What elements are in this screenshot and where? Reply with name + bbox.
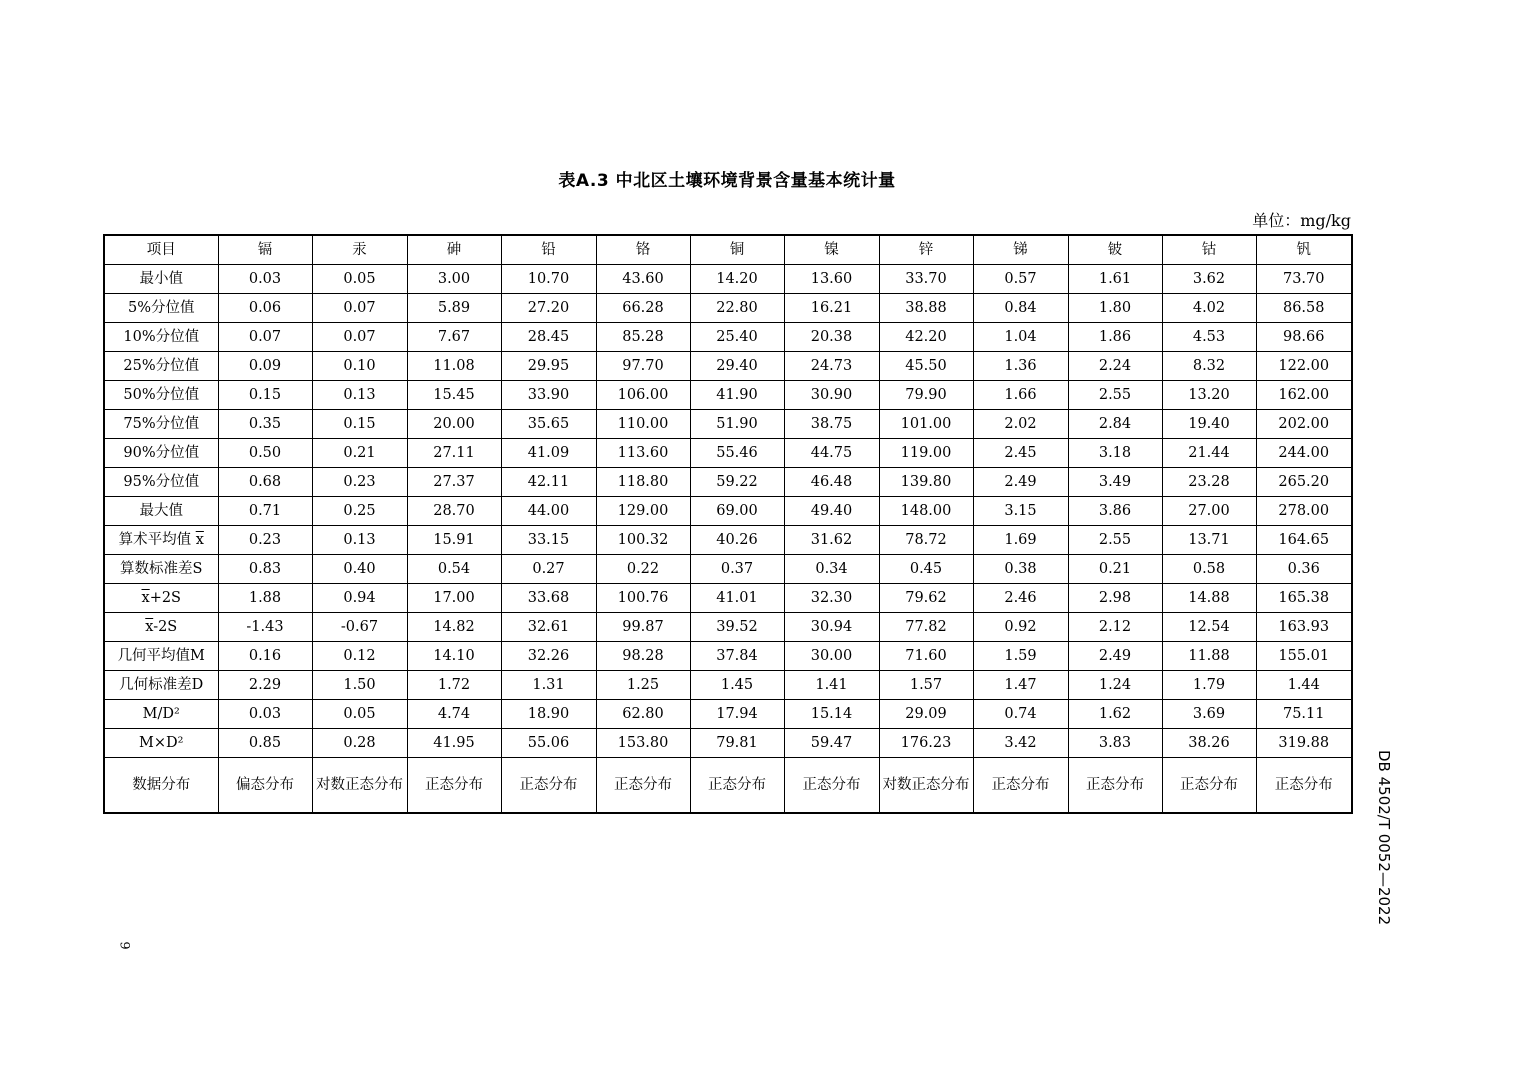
- table-row: [104, 671, 1352, 700]
- table-cell: 79.90: [879, 381, 973, 410]
- table-cell: 1.47: [973, 671, 1068, 700]
- table-cell: 27.00: [1162, 497, 1256, 526]
- table-cell: 75.11: [1256, 700, 1352, 729]
- row-label: 10%分位值: [104, 323, 218, 352]
- table-cell: 0.34: [784, 555, 879, 584]
- table-cell: 77.82: [879, 613, 973, 642]
- table-cell: 1.79: [1162, 671, 1256, 700]
- table-cell: 25.40: [690, 323, 784, 352]
- table-cell: 13.20: [1162, 381, 1256, 410]
- row-label: 75%分位值: [104, 410, 218, 439]
- table-cell: 正态分布: [690, 758, 784, 814]
- table-cell: 正态分布: [501, 758, 596, 814]
- table-cell: 正态分布: [596, 758, 690, 814]
- table-cell: 2.45: [973, 439, 1068, 468]
- table-cell: 2.84: [1068, 410, 1162, 439]
- table-cell: 139.80: [879, 468, 973, 497]
- table-cell: 59.47: [784, 729, 879, 758]
- table-cell: 100.76: [596, 584, 690, 613]
- table-cell: -1.43: [218, 613, 312, 642]
- table-cell: 33.90: [501, 381, 596, 410]
- table-cell: 100.32: [596, 526, 690, 555]
- table-cell: 148.00: [879, 497, 973, 526]
- table-cell: 33.15: [501, 526, 596, 555]
- row-label: $\overline{x}-2S$: [104, 613, 218, 642]
- table-cell: 0.57: [973, 265, 1068, 294]
- table-cell: 2.49: [1068, 642, 1162, 671]
- page-number: 9: [116, 941, 132, 950]
- table-title: 表A.3 中北区土壤环境背景含量基本统计量: [558, 171, 896, 191]
- row-label: 最大值: [104, 497, 218, 526]
- table-cell: 122.00: [1256, 352, 1352, 381]
- table-cell: 2.46: [973, 584, 1068, 613]
- table-cell: 41.95: [407, 729, 501, 758]
- table-row: [104, 613, 1352, 642]
- table-cell: 28.70: [407, 497, 501, 526]
- table-cell: 163.93: [1256, 613, 1352, 642]
- table-cell: 265.20: [1256, 468, 1352, 497]
- table-cell: 2.29: [218, 671, 312, 700]
- column-header: 铅: [501, 235, 596, 265]
- table-cell: 3.18: [1068, 439, 1162, 468]
- table-cell: 7.67: [407, 323, 501, 352]
- table-cell: 0.13: [312, 381, 407, 410]
- table-cell: 244.00: [1256, 439, 1352, 468]
- table-cell: 27.11: [407, 439, 501, 468]
- table-cell: 2.12: [1068, 613, 1162, 642]
- table-cell: 51.90: [690, 410, 784, 439]
- table-cell: 0.25: [312, 497, 407, 526]
- table-row: [104, 323, 1352, 352]
- table-cell: 0.22: [596, 555, 690, 584]
- table-cell: 29.95: [501, 352, 596, 381]
- table-cell: 29.40: [690, 352, 784, 381]
- row-label: 数据分布: [104, 758, 218, 814]
- table-cell: 1.25: [596, 671, 690, 700]
- table-cell: 0.71: [218, 497, 312, 526]
- table-cell: 66.28: [596, 294, 690, 323]
- table-cell: 119.00: [879, 439, 973, 468]
- table-row: [104, 439, 1352, 468]
- table-row: [104, 410, 1352, 439]
- table-cell: 23.28: [1162, 468, 1256, 497]
- table-row: [104, 497, 1352, 526]
- table-cell: 0.35: [218, 410, 312, 439]
- table-cell: 5.89: [407, 294, 501, 323]
- row-label: 最小值: [104, 265, 218, 294]
- table-cell: 0.15: [218, 381, 312, 410]
- table-cell: 正态分布: [1256, 758, 1352, 814]
- table-row: [104, 700, 1352, 729]
- table-cell: 98.28: [596, 642, 690, 671]
- table-cell: 0.07: [312, 294, 407, 323]
- row-label: M×D²: [104, 729, 218, 758]
- table-cell: 21.44: [1162, 439, 1256, 468]
- table-cell: 0.38: [973, 555, 1068, 584]
- column-header: 镉: [218, 235, 312, 265]
- table-cell: 27.20: [501, 294, 596, 323]
- table-row: [104, 352, 1352, 381]
- table-cell: 46.48: [784, 468, 879, 497]
- table-cell: 14.20: [690, 265, 784, 294]
- table-cell: 0.21: [1068, 555, 1162, 584]
- table-cell: 0.06: [218, 294, 312, 323]
- table-cell: 31.62: [784, 526, 879, 555]
- table-cell: 11.08: [407, 352, 501, 381]
- table-cell: 偏态分布: [218, 758, 312, 814]
- table-row: [104, 758, 1352, 814]
- unit-label: 单位：mg/kg: [1252, 211, 1351, 230]
- table-cell: 59.22: [690, 468, 784, 497]
- column-header: 钒: [1256, 235, 1352, 265]
- row-label: 95%分位值: [104, 468, 218, 497]
- table-cell: 118.80: [596, 468, 690, 497]
- table-cell: 20.00: [407, 410, 501, 439]
- table-cell: 0.40: [312, 555, 407, 584]
- table-cell: 165.38: [1256, 584, 1352, 613]
- table-cell: 33.68: [501, 584, 596, 613]
- table-cell: 113.60: [596, 439, 690, 468]
- table-row: [104, 526, 1352, 555]
- table-cell: 13.60: [784, 265, 879, 294]
- table-cell: 1.80: [1068, 294, 1162, 323]
- column-header: 锑: [973, 235, 1068, 265]
- table-cell: 71.60: [879, 642, 973, 671]
- table-cell: 0.28: [312, 729, 407, 758]
- table-cell: 0.84: [973, 294, 1068, 323]
- table-cell: 30.94: [784, 613, 879, 642]
- table-cell: 32.61: [501, 613, 596, 642]
- table-cell: 17.00: [407, 584, 501, 613]
- table-cell: 2.55: [1068, 381, 1162, 410]
- table-cell: 55.06: [501, 729, 596, 758]
- table-cell: 对数正态分布: [879, 758, 973, 814]
- row-label: 几何标准差D: [104, 671, 218, 700]
- table-cell: 10.70: [501, 265, 596, 294]
- table-cell: 4.02: [1162, 294, 1256, 323]
- table-cell: 2.55: [1068, 526, 1162, 555]
- table-cell: 0.21: [312, 439, 407, 468]
- table-cell: 1.36: [973, 352, 1068, 381]
- table-cell: 73.70: [1256, 265, 1352, 294]
- table-cell: 319.88: [1256, 729, 1352, 758]
- table-cell: 202.00: [1256, 410, 1352, 439]
- table-cell: 15.14: [784, 700, 879, 729]
- table-cell: 0.07: [312, 323, 407, 352]
- table-cell: 17.94: [690, 700, 784, 729]
- table-cell: 41.09: [501, 439, 596, 468]
- column-header: 砷: [407, 235, 501, 265]
- statistics-table: [103, 234, 1353, 814]
- table-cell: 99.87: [596, 613, 690, 642]
- table-row: [104, 265, 1352, 294]
- table-cell: 0.07: [218, 323, 312, 352]
- row-label: 算数标准差S: [104, 555, 218, 584]
- table-cell: 32.26: [501, 642, 596, 671]
- table-cell: 0.09: [218, 352, 312, 381]
- column-header: 汞: [312, 235, 407, 265]
- table-cell: 41.01: [690, 584, 784, 613]
- table-cell: 153.80: [596, 729, 690, 758]
- table-cell: 13.71: [1162, 526, 1256, 555]
- row-label: 算术平均值 $\overline{x}$: [104, 526, 218, 555]
- table-row: [104, 294, 1352, 323]
- table-cell: 12.54: [1162, 613, 1256, 642]
- table-cell: 0.13: [312, 526, 407, 555]
- table-body: [104, 235, 1352, 813]
- table-cell: 0.23: [218, 526, 312, 555]
- table-cell: 49.40: [784, 497, 879, 526]
- table-cell: 4.74: [407, 700, 501, 729]
- table-cell: 1.72: [407, 671, 501, 700]
- table-cell: 3.83: [1068, 729, 1162, 758]
- table-cell: 0.23: [312, 468, 407, 497]
- table-cell: 正态分布: [407, 758, 501, 814]
- table-row: [104, 381, 1352, 410]
- table-cell: 1.41: [784, 671, 879, 700]
- table-row: [104, 584, 1352, 613]
- table-row: [104, 555, 1352, 584]
- table-cell: 14.10: [407, 642, 501, 671]
- table-cell: 106.00: [596, 381, 690, 410]
- table-cell: 16.21: [784, 294, 879, 323]
- row-label: 25%分位值: [104, 352, 218, 381]
- column-header: 镍: [784, 235, 879, 265]
- table-cell: 38.88: [879, 294, 973, 323]
- table-cell: 1.04: [973, 323, 1068, 352]
- table-cell: 1.50: [312, 671, 407, 700]
- table-row: [104, 642, 1352, 671]
- table-cell: 38.75: [784, 410, 879, 439]
- table-cell: 1.66: [973, 381, 1068, 410]
- table-cell: 40.26: [690, 526, 784, 555]
- table-cell: 2.24: [1068, 352, 1162, 381]
- table-cell: 79.81: [690, 729, 784, 758]
- row-label: 5%分位值: [104, 294, 218, 323]
- table-cell: 0.03: [218, 265, 312, 294]
- table-cell: 1.45: [690, 671, 784, 700]
- table-cell: 78.72: [879, 526, 973, 555]
- table-cell: 110.00: [596, 410, 690, 439]
- table-cell: 2.49: [973, 468, 1068, 497]
- table-cell: 22.80: [690, 294, 784, 323]
- row-label: M/D²: [104, 700, 218, 729]
- column-header: 铬: [596, 235, 690, 265]
- row-label: $\overline{x}+2S$: [104, 584, 218, 613]
- table-cell: 11.88: [1162, 642, 1256, 671]
- table-cell: 15.91: [407, 526, 501, 555]
- table-cell: 45.50: [879, 352, 973, 381]
- table-cell: 278.00: [1256, 497, 1352, 526]
- column-header: 铜: [690, 235, 784, 265]
- table-cell: 0.16: [218, 642, 312, 671]
- table-cell: 69.00: [690, 497, 784, 526]
- table-cell: 1.62: [1068, 700, 1162, 729]
- table-cell: 0.74: [973, 700, 1068, 729]
- table-cell: 0.37: [690, 555, 784, 584]
- table-cell: 98.66: [1256, 323, 1352, 352]
- table-cell: 20.38: [784, 323, 879, 352]
- table-cell: 2.98: [1068, 584, 1162, 613]
- table-cell: 0.05: [312, 265, 407, 294]
- table-cell: 44.75: [784, 439, 879, 468]
- table-cell: 37.84: [690, 642, 784, 671]
- table-cell: 2.02: [973, 410, 1068, 439]
- table-cell: 162.00: [1256, 381, 1352, 410]
- table-cell: 0.68: [218, 468, 312, 497]
- table-cell: 3.86: [1068, 497, 1162, 526]
- table-cell: 3.00: [407, 265, 501, 294]
- table-cell: 32.30: [784, 584, 879, 613]
- table-cell: 1.86: [1068, 323, 1162, 352]
- row-label: 几何平均值M: [104, 642, 218, 671]
- table-cell: 0.85: [218, 729, 312, 758]
- table-cell: 0.36: [1256, 555, 1352, 584]
- table-cell: 55.46: [690, 439, 784, 468]
- table-cell: 对数正态分布: [312, 758, 407, 814]
- table-cell: 1.88: [218, 584, 312, 613]
- table-cell: 27.37: [407, 468, 501, 497]
- table-cell: 14.82: [407, 613, 501, 642]
- table-cell: 1.69: [973, 526, 1068, 555]
- table-cell: 44.00: [501, 497, 596, 526]
- table-cell: 33.70: [879, 265, 973, 294]
- table-cell: 0.05: [312, 700, 407, 729]
- table-cell: 1.44: [1256, 671, 1352, 700]
- table-cell: 79.62: [879, 584, 973, 613]
- table-cell: 41.90: [690, 381, 784, 410]
- column-header: 钴: [1162, 235, 1256, 265]
- table-cell: 8.32: [1162, 352, 1256, 381]
- table-cell: 43.60: [596, 265, 690, 294]
- table-cell: 38.26: [1162, 729, 1256, 758]
- column-header: 铍: [1068, 235, 1162, 265]
- table-cell: 164.65: [1256, 526, 1352, 555]
- table-cell: 129.00: [596, 497, 690, 526]
- table-cell: 正态分布: [973, 758, 1068, 814]
- table-cell: 0.10: [312, 352, 407, 381]
- table-cell: 0.27: [501, 555, 596, 584]
- table-cell: 1.59: [973, 642, 1068, 671]
- row-label: 50%分位值: [104, 381, 218, 410]
- table-cell: 35.65: [501, 410, 596, 439]
- table-cell: 3.49: [1068, 468, 1162, 497]
- table-cell: 155.01: [1256, 642, 1352, 671]
- table-cell: 0.83: [218, 555, 312, 584]
- table-cell: 0.54: [407, 555, 501, 584]
- table-cell: 28.45: [501, 323, 596, 352]
- table-cell: 正态分布: [1068, 758, 1162, 814]
- table-cell: 0.50: [218, 439, 312, 468]
- table-cell: 42.20: [879, 323, 973, 352]
- table-cell: 97.70: [596, 352, 690, 381]
- row-label: 90%分位值: [104, 439, 218, 468]
- table-cell: 3.69: [1162, 700, 1256, 729]
- table-cell: 29.09: [879, 700, 973, 729]
- table-cell: 0.12: [312, 642, 407, 671]
- table-cell: 0.03: [218, 700, 312, 729]
- table-cell: 正态分布: [784, 758, 879, 814]
- table-cell: 101.00: [879, 410, 973, 439]
- table-cell: 3.42: [973, 729, 1068, 758]
- table-cell: 14.88: [1162, 584, 1256, 613]
- table-cell: 18.90: [501, 700, 596, 729]
- table-cell: 1.57: [879, 671, 973, 700]
- table-cell: 1.61: [1068, 265, 1162, 294]
- table-cell: 正态分布: [1162, 758, 1256, 814]
- table-cell: -0.67: [312, 613, 407, 642]
- table-cell: 4.53: [1162, 323, 1256, 352]
- table-cell: 62.80: [596, 700, 690, 729]
- table-cell: 0.58: [1162, 555, 1256, 584]
- table-cell: 30.00: [784, 642, 879, 671]
- table-cell: 3.15: [973, 497, 1068, 526]
- table-cell: 0.94: [312, 584, 407, 613]
- column-header: 锌: [879, 235, 973, 265]
- table-cell: 19.40: [1162, 410, 1256, 439]
- table-cell: 85.28: [596, 323, 690, 352]
- table-cell: 0.92: [973, 613, 1068, 642]
- table-cell: 24.73: [784, 352, 879, 381]
- table-cell: 39.52: [690, 613, 784, 642]
- table-cell: 42.11: [501, 468, 596, 497]
- table-cell: 3.62: [1162, 265, 1256, 294]
- table-cell: 176.23: [879, 729, 973, 758]
- table-row: [104, 729, 1352, 758]
- table-cell: 30.90: [784, 381, 879, 410]
- table-cell: 0.45: [879, 555, 973, 584]
- table-header-row: [104, 235, 1352, 265]
- document-number: DB 4502/T 0052—2022: [1375, 750, 1393, 926]
- table-cell: 86.58: [1256, 294, 1352, 323]
- table-row: [104, 468, 1352, 497]
- table-cell: 0.15: [312, 410, 407, 439]
- table-cell: 15.45: [407, 381, 501, 410]
- table-cell: 1.24: [1068, 671, 1162, 700]
- column-header-item: 项目: [104, 235, 218, 265]
- table-cell: 1.31: [501, 671, 596, 700]
